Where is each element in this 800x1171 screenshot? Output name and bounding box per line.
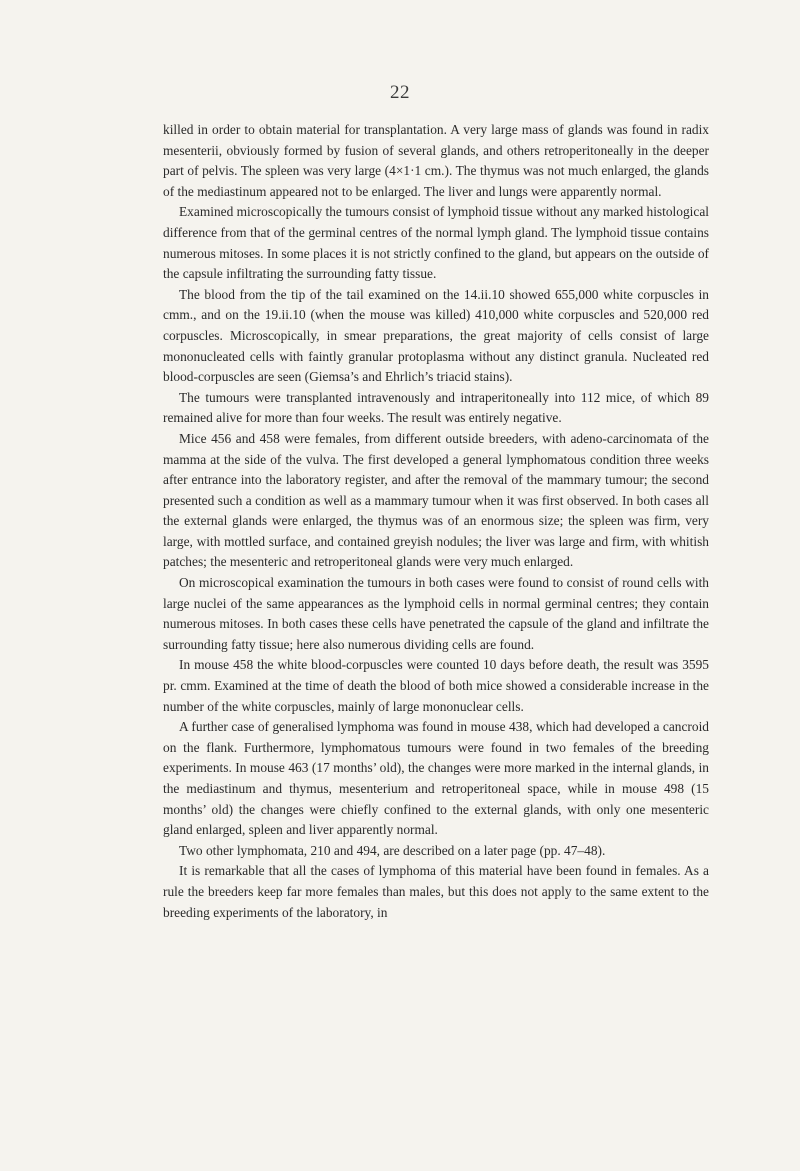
paragraph-10: It is remarkable that all the cases of lymphoma of this material have been found in females. As a rule the breeders keep far more females than males, but this does not apply to the same extent to the breeding experiments of the laboratory, in bbox=[163, 863, 709, 920]
paragraph-7: In mouse 458 the white blood-corpuscles were counted 10 days before death, the result was 3595 pr. cmm. Examined at the time of death the blood of both mice showed a considerable increase in the number of the white corpuscles, mainly of large mononuclear cells. bbox=[163, 657, 709, 714]
body-text bbox=[163, 120, 709, 923]
paragraph-3: The blood from the tip of the tail examined on the 14.ii.10 showed 655,000 white corpuscles in cmm., and on the 19.ii.10 (when the mouse was killed) 410,000 white corpuscles and 520,000 red corpuscles. Microscopically, in smear preparations, the great majority of cells consist of large mononucleated cells with faintly granular protoplasma without any distinct granula. Nucleated red blood-corpuscles are seen (Giemsa’s and Ehrlich’s triacid stains). bbox=[163, 286, 709, 385]
paragraph-2: Examined microscopically the tumours consist of lymphoid tissue without any marked histological difference from that of the germinal centres of the normal lymph gland. The lymphoid tissue contains numerous mitoses. In some places it is not strictly confined to the gland, but appears on the outside of the capsule infiltrating the surrounding fatty tissue. bbox=[163, 204, 709, 282]
paragraph-8: A further case of generalised lymphoma was found in mouse 438, which had developed a cancroid on the flank. Furthermore, lymphomatous tumours were found in two females of the breeding experiments. In mouse 463 (17 months’ old), the changes were more marked in the internal glands, in the mediastinum and thymus, mesenterium and retroperitoneal space, while in mouse 498 (15 months’ old) the changes were chiefly confined to the external glands, with only one mesenteric gland enlarged, spleen and liver apparently normal. bbox=[163, 719, 709, 838]
paragraph-6: On microscopical examination the tumours in both cases were found to consist of round cells with large nuclei of the same appearances as the lymphoid cells in normal germinal centres; they contain numerous mitoses. In both cases these cells have penetrated the capsule of the gland and infiltrate the surrounding fatty tissue; here also numerous dividing cells are found. bbox=[163, 575, 709, 652]
paragraph-4: The tumours were transplanted intravenously and intraperitoneally into 112 mice, of which 89 remained alive for more than four weeks. The result was entirely negative. bbox=[163, 389, 709, 426]
paragraph-9: Two other lymphomata, 210 and 494, are described on a later page (pp. 47–48). bbox=[179, 842, 606, 858]
page-number: 22 bbox=[390, 82, 410, 103]
paragraph-5: Mice 456 and 458 were females, from different outside breeders, with adeno-carcinomata of the mamma at the side of the vulva. The first developed a general lymphomatous condition three weeks after entrance into the laboratory register, and after the removal of the mammary tumour; the second presented such a condition as well as a mammary tumour when it was first observed. In both cases all the external glands were enlarged, the thymus was of an enormous size; the spleen was firm, very large, with mottled surface, and contained greyish nodules; the liver was large and firm, with whitish patches; the mesenteric and retroperitoneal glands were very much enlarged. bbox=[163, 430, 709, 570]
paragraph-1: killed in order to obtain material for transplantation. A very large mass of glands was found in radix mesenterii, obviously formed by fusion of several glands, and others retroperitoneally in the deeper part of pelvis. The spleen was very large (4×1·1 cm.). The thymus was not much enlarged, the glands of the mediastinum appeared not to be enlarged. The liver and lungs were apparently normal. bbox=[163, 122, 709, 199]
